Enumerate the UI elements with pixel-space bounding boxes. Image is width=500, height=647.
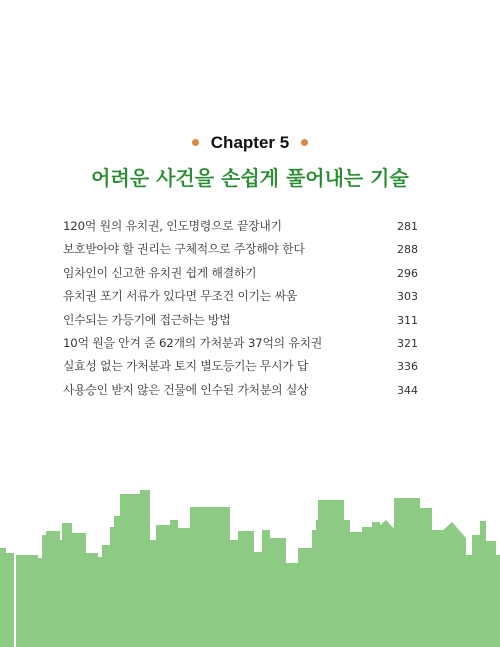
chapter-heading <box>0 133 500 153</box>
toc-entry[interactable] <box>63 264 418 287</box>
toc-entry-page: 321 <box>397 336 418 350</box>
toc-entry[interactable] <box>63 240 418 263</box>
toc-entry-page: 336 <box>397 360 418 374</box>
toc-entry-page: 288 <box>397 243 418 257</box>
toc-entry[interactable] <box>63 381 418 404</box>
toc-entry-title: 120억 원의 유치권, 인도명령으로 끝장내기 <box>63 219 282 233</box>
city-skyline-illustration <box>0 487 500 647</box>
toc-entry-page: 296 <box>397 266 418 280</box>
chapter-title: 어려운 사건을 손쉽게 풀어내는 기술 <box>91 166 409 190</box>
toc-entry-title: 임차인이 신고한 유치권 쉽게 해결하기 <box>63 265 257 280</box>
toc-entry-title: 유치권 포기 서류가 있다면 무조건 이기는 싸움 <box>63 289 298 304</box>
bullet-dot-left <box>192 139 199 146</box>
toc-entry-page: 344 <box>397 383 418 397</box>
toc-entry-title: 사용승인 받지 않은 건물에 인수된 가처분의 실상 <box>63 382 309 397</box>
toc-entry-page: 281 <box>397 220 418 233</box>
toc-entry-title: 보호받아야 할 권리는 구체적으로 주장해야 한다 <box>63 242 305 257</box>
toc-entry[interactable] <box>63 287 418 310</box>
toc-entry-title: 10억 원을 안겨 준 62개의 가처분과 37억의 유치권 <box>63 335 323 350</box>
toc-entry-title: 실효성 없는 가처분과 토지 별도등기는 무시가 답 <box>63 359 309 374</box>
table-of-contents <box>63 217 418 404</box>
toc-entry[interactable] <box>63 357 418 380</box>
toc-entry[interactable] <box>63 311 418 334</box>
toc-entry[interactable] <box>63 334 418 357</box>
toc-entry-title: 인수되는 가등기에 접근하는 방법 <box>63 312 231 327</box>
chapter-label: Chapter 5 <box>210 133 290 152</box>
toc-entry[interactable] <box>63 217 418 240</box>
skyline-shape <box>0 490 500 647</box>
toc-entry-page: 311 <box>397 313 418 327</box>
bullet-dot-right <box>301 139 308 146</box>
toc-entry-page: 303 <box>397 290 418 304</box>
